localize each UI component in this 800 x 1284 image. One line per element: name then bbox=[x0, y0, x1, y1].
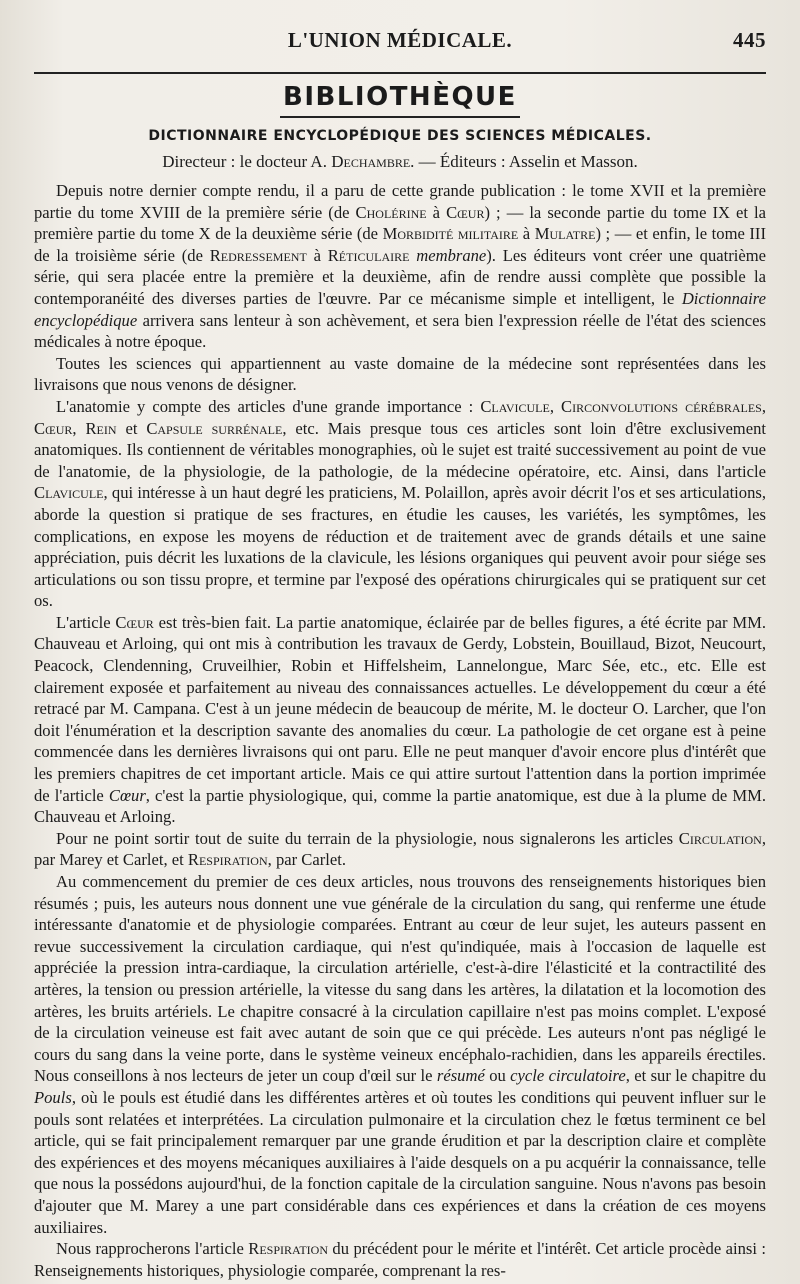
small-caps-term: Respiration bbox=[187, 850, 268, 870]
text-run: , bbox=[761, 396, 767, 416]
text-run: ). Les éditeurs vont créer une quatrième série, qui sera placée entre la première et la deuxième, afin de rendre aussi complète que possible la contemporanéité des diverses parties de l'œuvre. Par ce mécanisme simple et intelligent, le bbox=[34, 245, 766, 308]
running-head bbox=[34, 28, 766, 62]
small-caps-term: Morbidité militaire bbox=[382, 224, 519, 244]
text-run: , par Marey et Carlet, et bbox=[34, 828, 766, 870]
text-run: Pour ne point sortir tout de suite du terrain de la physiologie, nous signalerons les articles bbox=[56, 828, 679, 848]
text-run: et bbox=[116, 418, 147, 438]
text-run: , par Carlet. bbox=[267, 850, 346, 870]
text-run: ) ; — et enfin, le tome III de la troisième série (de bbox=[34, 224, 766, 265]
text-run: à bbox=[518, 224, 535, 244]
small-caps-term: Respiration bbox=[248, 1239, 329, 1259]
director-name: Dechambre bbox=[331, 152, 411, 171]
text-run: L'anatomie y compte des articles d'une grande importance : bbox=[56, 396, 481, 416]
small-caps-term: Cholérine bbox=[355, 202, 427, 222]
small-caps-term: Capsule surrénale bbox=[146, 418, 283, 438]
italic-term: Cœur bbox=[108, 785, 146, 805]
italic-term: Dictionnaire encyclopédique bbox=[34, 288, 766, 330]
text-run: Au commencement du premier de ces deux articles, nous trouvons des renseignements historiques bien résumés ; puis, les auteurs nous donnent une vue générale de la circulation du sang, qui renferme une étude intéressante d'anatomie et de physiologie comparées. Entrant au cœur de leur sujet, les auteurs passent en revue successivement la circulation cardiaque, qui n'est qu'indiquée, mais à l'occasion de laquelle est appréciée la pression intra-cardiaque, la circulation artérielle, c'est-à-dire l'élasticité et la contractilité des artères, la tension ou pression artérielle, la vitesse du sang dans les artères, la dilatation et la locomotion des artères, les bruits artériels. Le chapitre consacré à la circulation capillaire n'est pas moins complet. L'exposé de la circulation veineuse est fait avec autant de soin que ce qui précède. Les auteurs n'ont pas négligé le cours du sang dans la veine porte, dans le système veineux encéphalo-rachidien, dans les appareils érectiles. Nous conseillons à nos lecteurs de jeter un coup d'œil sur le bbox=[34, 872, 766, 1086]
text-run: , bbox=[549, 396, 562, 416]
article-paragraph bbox=[34, 612, 766, 828]
small-caps-term: Mulatre bbox=[534, 224, 596, 244]
article-paragraph bbox=[34, 1238, 766, 1281]
text-run: Toutes les sciences qui appartiennent au vaste domaine de la médecine sont représentées dans les livraisons que nous venons de désigner. bbox=[34, 353, 766, 395]
text-run: , etc. Mais presque tous ces articles sont loin d'être exclusivement anatomiques. Ils contiennent de véritables monographies, où le sujet est traité successivement au point de vue de l'anatomie, de la physiologie, de la pathologie, de la médecine opératoire, etc. Ainsi, dans l'article bbox=[34, 418, 766, 481]
small-caps-term: Réticulaire bbox=[327, 245, 410, 265]
article-paragraph bbox=[34, 871, 766, 1238]
small-caps-term: Cœur bbox=[115, 612, 154, 632]
text-run: à bbox=[426, 202, 447, 222]
italic-term: membrane bbox=[416, 245, 487, 265]
small-caps-term: Circonvolutions cérébrales bbox=[561, 396, 762, 416]
credits-line bbox=[34, 152, 766, 172]
small-caps-term: Redressement bbox=[209, 245, 307, 265]
italic-term: Pouls bbox=[34, 1087, 72, 1107]
text-run: Nous rapprocherons l'article bbox=[56, 1239, 249, 1259]
article-paragraph bbox=[34, 396, 766, 612]
text-run: , c'est la partie physiologique, qui, comme la partie anatomique, est due à la plume de MM. Chauveau et Arloing. bbox=[34, 785, 766, 827]
small-caps-term: Clavicule bbox=[480, 396, 550, 416]
italic-term: cycle circulatoire bbox=[510, 1066, 626, 1086]
small-caps-term: Cœur bbox=[34, 418, 73, 438]
article-body bbox=[34, 180, 766, 1281]
text-run: , et sur le chapitre du bbox=[625, 1066, 766, 1086]
header-rule bbox=[34, 72, 766, 74]
text-run: à bbox=[306, 245, 328, 265]
small-caps-term: Rein bbox=[85, 418, 117, 438]
small-caps-term: Cœur bbox=[446, 202, 485, 222]
page-number: 445 bbox=[733, 28, 766, 52]
text-run: Depuis notre dernier compte rendu, il a paru de cette grande publication : le tome XVII et la première partie du tome XVIII de la première série (de bbox=[34, 181, 766, 222]
text-run: L'article bbox=[56, 612, 116, 632]
section-title: BIBLIOTHÈQUE bbox=[283, 82, 517, 112]
text-run: ou bbox=[484, 1066, 511, 1086]
article-paragraph bbox=[34, 353, 766, 396]
text-run: , qui intéresse à un haut degré les praticiens, M. Polaillon, après avoir décrit l'os et ses articulations, aborde la question si pratique de ses fractures, en étudie les causes, les variétés, les symptômes, les complications, en expose les moyens de réduction et de traitement avec de grands détails et une saine appréciation, puis décrit les luxations de la clavicule, les lésions organiques qui peuvent avoir pour siége ses articulations ou son tissu propre, et termine par l'exposé des opérations chirurgicales qui se pratiquent sur cet os. bbox=[34, 483, 766, 611]
work-title: DICTIONNAIRE ENCYCLOPÉDIQUE DES SCIENCES MÉDICALES. bbox=[148, 128, 652, 144]
text-run: arrivera sans lenteur à son achèvement, et sera bien l'expression réelle de l'état des sciences médicales à notre époque. bbox=[34, 310, 766, 352]
text-run: ) ; — la seconde partie du tome IX et la première partie du tome X de la deuxième série (de bbox=[34, 202, 767, 244]
text-run: , bbox=[72, 418, 86, 438]
article-paragraph bbox=[34, 828, 766, 871]
director-label: Directeur : le docteur A. bbox=[162, 152, 332, 171]
text-run: est très-bien fait. La partie anatomique, éclairée par de belles figures, a été écrite par MM. Chauveau et Arloing, qui ont mis à contribution les travaux de Gerdy, Lobstein, Bouillaud, Bizot, Neucourt, Peacock, Clendenning, Cruveilhier, Robin et Hiffelsheim, Lannelongue, Marc Sée, etc., etc. Elle est clairement exposée et parfaitement au niveau des connaissances actuelles. Le développement du cœur a été retracé par M. Campana. C'est à un jeune médecin de beaucoup de mérite, M. le docteur O. Larcher, que l'on doit l'énumération et la description savante des anomalies du cœur. La pathologie de cet organe est à peine commencée dans les dernières livraisons qui ont paru. Elle ne peut manquer d'avoir encore plus d'intérêt que les premiers chapitres de cet important article. Mais ce qui attire surtout l'attention dans la portion imprimée de l'article bbox=[34, 612, 766, 805]
small-caps-term: Circulation bbox=[678, 828, 762, 848]
section-rule bbox=[280, 116, 520, 118]
text-run: , où le pouls est étudié dans les différentes artères et où toutes les conditions qui peuvent influer sur le pouls sont relatées et interprétées. La circulation pulmonaire et la circulation chez le fœtus terminent ce bel article, qui se fait principalement remarquer par une grande érudition et par la description claire et complète des expériences et des moyens mécaniques auxiliaires à l'aide desquels on a pu acquérir la connaissance, telle que nous la possédons aujourd'hui, de la fonction capitale de la circulation sanguine. Nous n'avons pas besoin d'ajouter que M. Marey a une part considérable dans ces expériences et dans la création de ces moyens auxiliaires. bbox=[34, 1087, 766, 1237]
article-paragraph bbox=[34, 180, 766, 353]
text-run: du précédent pour le mérite et l'intérêt. Cet article procède ainsi : Renseignements historiques, physiologie comparée, comprenant la res- bbox=[34, 1239, 766, 1280]
publishers: . — Éditeurs : Asselin et Masson. bbox=[410, 152, 638, 171]
journal-title: L'UNION MÉDICALE. bbox=[287, 28, 513, 52]
small-caps-term: Clavicule bbox=[34, 483, 104, 503]
italic-term: résumé bbox=[436, 1066, 485, 1086]
